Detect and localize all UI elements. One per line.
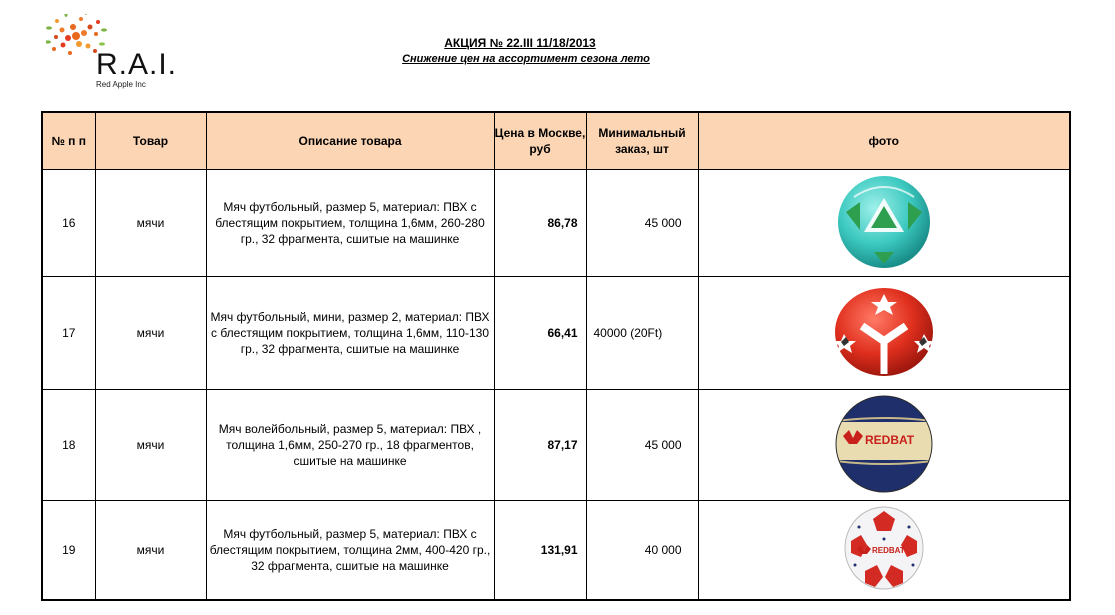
row-product: мячи bbox=[95, 390, 206, 501]
row-min-order: 40000 (20Ft) bbox=[586, 277, 698, 390]
logo-subtitle: Red Apple Inc bbox=[96, 80, 146, 89]
row-price: 131,91 bbox=[494, 501, 586, 600]
row-description: Мяч волейбольный, размер 5, материал: ПВХ , толщина 1,6мм, 250-270 гр., 18 фрагментов, сшитые на машинке bbox=[206, 390, 494, 501]
page-title: АКЦИЯ № 22.III 11/18/2013 bbox=[444, 36, 596, 50]
row-price: 87,17 bbox=[494, 390, 586, 501]
row-num: 16 bbox=[42, 170, 95, 277]
page-subtitle: Снижение цен на ассортимент сезона лето bbox=[402, 53, 650, 65]
row-product: мячи bbox=[95, 170, 206, 277]
row-photo bbox=[698, 170, 1070, 277]
row-description: Мяч футбольный, мини, размер 2, материал: ПВХ с блестящим покрытием, толщина 1,6мм, 110-130 гр., 32 фрагмента, сшитые на машинке bbox=[206, 277, 494, 390]
row-product: мячи bbox=[95, 501, 206, 600]
volleyball-icon bbox=[829, 392, 939, 496]
row-num: 18 bbox=[42, 390, 95, 501]
header-price: Цена в Москве, руб bbox=[494, 112, 586, 170]
row-product: мячи bbox=[95, 277, 206, 390]
table-row bbox=[42, 170, 1070, 277]
row-photo bbox=[698, 501, 1070, 600]
red-mini-soccer-ball-icon bbox=[832, 286, 936, 378]
header-photo: фото bbox=[698, 112, 1070, 170]
row-min-order: 45 000 bbox=[586, 170, 698, 277]
logo-name: R.A.I. bbox=[96, 48, 178, 81]
row-min-order: 45 000 bbox=[586, 390, 698, 501]
table-header-row bbox=[42, 112, 1070, 170]
table-row bbox=[42, 390, 1070, 501]
header-num: № п п bbox=[42, 112, 95, 170]
ball-brand-text: REDBAT bbox=[864, 432, 914, 447]
row-description: Мяч футбольный, размер 5, материал: ПВХ с блестящим покрытием, толщина 1,6мм, 260-280 гр., 32 фрагмента, сшитые на машинке bbox=[206, 170, 494, 277]
row-num: 17 bbox=[42, 277, 95, 390]
header-min-order: Минимальный заказ, шт bbox=[586, 112, 698, 170]
row-description: Мяч футбольный, размер 5, материал: ПВХ с блестящим покрытием, толщина 2мм, 400-420 гр., 32 фрагмента, сшитые на машинке bbox=[206, 501, 494, 600]
turquoise-soccer-ball-icon bbox=[834, 172, 934, 272]
price-table bbox=[41, 111, 1071, 601]
row-price: 86,78 bbox=[494, 170, 586, 277]
table-row bbox=[42, 501, 1070, 600]
header-description: Описание товара bbox=[206, 112, 494, 170]
table-row bbox=[42, 277, 1070, 390]
ball-brand-text: REDBAT bbox=[871, 546, 905, 556]
row-price: 66,41 bbox=[494, 277, 586, 390]
row-photo bbox=[698, 390, 1070, 501]
header-product: Товар bbox=[95, 112, 206, 170]
row-num: 19 bbox=[42, 501, 95, 600]
row-min-order: 40 000 bbox=[586, 501, 698, 600]
red-white-soccer-ball-icon bbox=[843, 505, 925, 591]
row-photo bbox=[698, 277, 1070, 390]
